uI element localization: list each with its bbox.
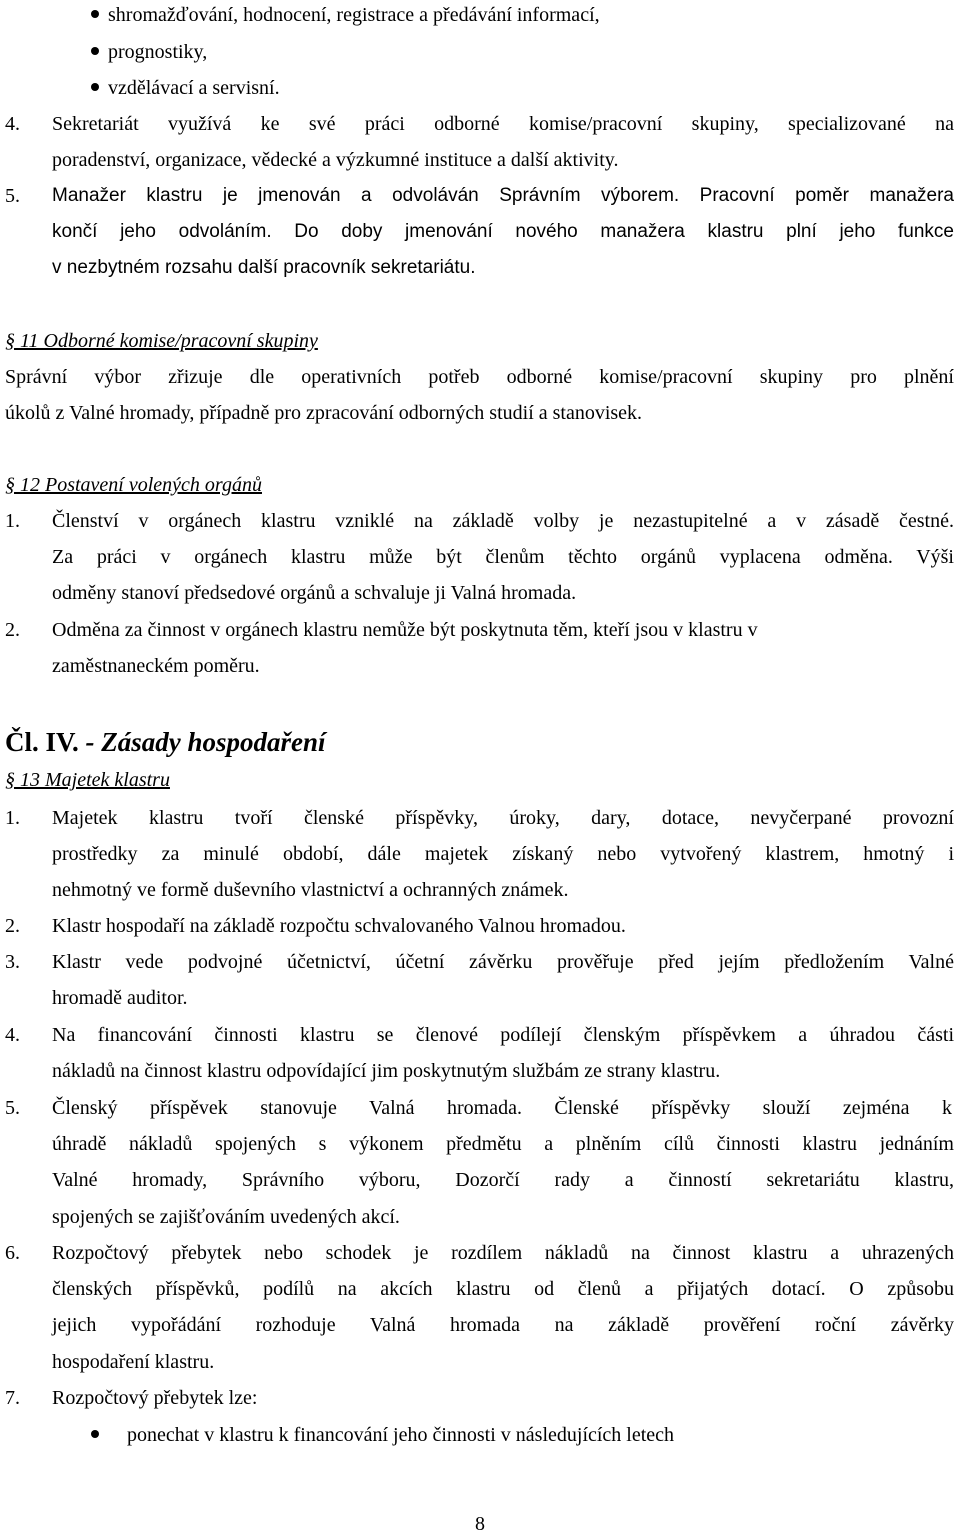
paragraph-line: Členství v orgánech klastru vzniklé na základě volby je nezastupitelné a v zásadě čestné. bbox=[52, 510, 954, 532]
section-heading: § 12 Postavení volených orgánů bbox=[5, 474, 262, 496]
paragraph-line: končí jeho odvoláním. Do doby jmenování nového manažera klastru plní jeho funkce bbox=[52, 221, 954, 242]
paragraph-line: Správní výbor zřizuje dle operativních potřeb odborné komise/pracovní skupiny pro plnění bbox=[5, 366, 954, 388]
paragraph-line: Klastr vede podvojné účetnictví, účetní závěrku prověřuje před jejím předložením Valné bbox=[52, 951, 954, 973]
paragraph-line: zaměstnaneckém poměru. bbox=[52, 655, 260, 677]
chapter-heading bbox=[5, 726, 326, 758]
paragraph-line: Rozpočtový přebytek nebo schodek je rozdílem nákladů na činnost klastru a uhrazených bbox=[52, 1242, 954, 1264]
list-number: 4. bbox=[5, 113, 20, 135]
list-number: 7. bbox=[5, 1387, 20, 1409]
list-number: 1. bbox=[5, 510, 20, 532]
paragraph-line: Majetek klastru tvoří členské příspěvky, úroky, dary, dotace, nevyčerpané provozní bbox=[52, 807, 954, 829]
list-number: 1. bbox=[5, 807, 20, 829]
paragraph-line: odměny stanoví předsedové orgánů a schvaluje ji Valná hromada. bbox=[52, 582, 577, 604]
page-number: 8 bbox=[475, 1513, 485, 1535]
bullet-dot bbox=[91, 83, 99, 91]
list-number: 4. bbox=[5, 1024, 20, 1046]
paragraph-line: nehmotný ve formě duševního vlastnictví a ochranných známek. bbox=[52, 879, 569, 901]
section-heading: § 13 Majetek klastru bbox=[5, 769, 170, 791]
top-bullet-text: shromažďování, hodnocení, registrace a předávání informací, bbox=[108, 4, 600, 26]
list-number: 5. bbox=[5, 1097, 20, 1119]
bullet-dot bbox=[91, 47, 99, 55]
paragraph-line: hospodaření klastru. bbox=[52, 1351, 215, 1373]
paragraph-line: Za práci v orgánech klastru může být členům těchto orgánů vyplacena odměna. Výši bbox=[52, 546, 954, 568]
paragraph-line: prostředky za minulé období, dále majetek získaný nebo vytvořený klastrem, hmotný i bbox=[52, 843, 954, 865]
list-number: 5. bbox=[5, 185, 20, 207]
paragraph-line: v nezbytném rozsahu další pracovník sekretariátu. bbox=[52, 257, 476, 278]
paragraph-line: Sekretariát využívá ke své práci odborné komise/pracovní skupiny, specializované na bbox=[52, 113, 954, 135]
chapter-title: - Zásady hospodaření bbox=[78, 727, 326, 757]
paragraph-line: úkolů z Valné hromady, případně pro zpracování odborných studií a stanovisek. bbox=[5, 402, 643, 424]
top-bullet-text: vzdělávací a servisní. bbox=[108, 77, 280, 99]
paragraph-line: Na financování činnosti klastru se členové podílejí členským příspěvkem a úhradou části bbox=[52, 1024, 954, 1046]
chapter-label: Čl. IV. bbox=[5, 727, 79, 757]
paragraph-line: nákladů na činnost klastru odpovídající jim poskytnutým službám ze strany klastru. bbox=[52, 1060, 721, 1082]
list-number: 2. bbox=[5, 915, 20, 937]
bullet-dot bbox=[91, 10, 99, 18]
paragraph-line: Odměna za činnost v orgánech klastru nemůže být poskytnuta těm, kteří jsou v klastru v bbox=[52, 619, 758, 641]
paragraph-line: členských příspěvků, podílů na akcích klastru od členů a přijatých dotací. O způsobu bbox=[52, 1278, 954, 1300]
paragraph-line: Rozpočtový přebytek lze: bbox=[52, 1387, 258, 1409]
list-number: 2. bbox=[5, 619, 20, 641]
section-heading: § 11 Odborné komise/pracovní skupiny bbox=[5, 330, 318, 352]
list-number: 6. bbox=[5, 1242, 20, 1264]
paragraph-line: spojených se zajišťováním uvedených akcí. bbox=[52, 1206, 400, 1228]
sub-bullet-text: ponechat v klastru k financování jeho činnosti v následujících letech bbox=[127, 1424, 675, 1446]
paragraph-line: úhradě nákladů spojených s výkonem předmětu a plněním cílů činnosti klastru jednáním bbox=[52, 1133, 954, 1155]
paragraph-line: Klastr hospodaří na základě rozpočtu schvalovaného Valnou hromadou. bbox=[52, 915, 626, 937]
paragraph-line: Členský příspěvek stanovuje Valná hromada. Členské příspěvky slouží zejména k bbox=[52, 1097, 952, 1119]
paragraph-line: Manažer klastru je jmenován a odvoláván Správním výborem. Pracovní poměr manažera bbox=[52, 185, 954, 206]
paragraph-line: Valné hromady, Správního výboru, Dozorčí rady a činností sekretariátu klastru, bbox=[52, 1169, 954, 1191]
list-number: 3. bbox=[5, 951, 20, 973]
top-bullet-text: prognostiky, bbox=[108, 41, 208, 63]
paragraph-line: poradenství, organizace, vědecké a výzkumné instituce a další aktivity. bbox=[52, 149, 619, 171]
paragraph-line: hromadě auditor. bbox=[52, 987, 188, 1009]
bullet-dot bbox=[91, 1430, 99, 1438]
paragraph-line: jejich vypořádání rozhoduje Valná hromada na základě prověření roční závěrky bbox=[52, 1314, 954, 1336]
